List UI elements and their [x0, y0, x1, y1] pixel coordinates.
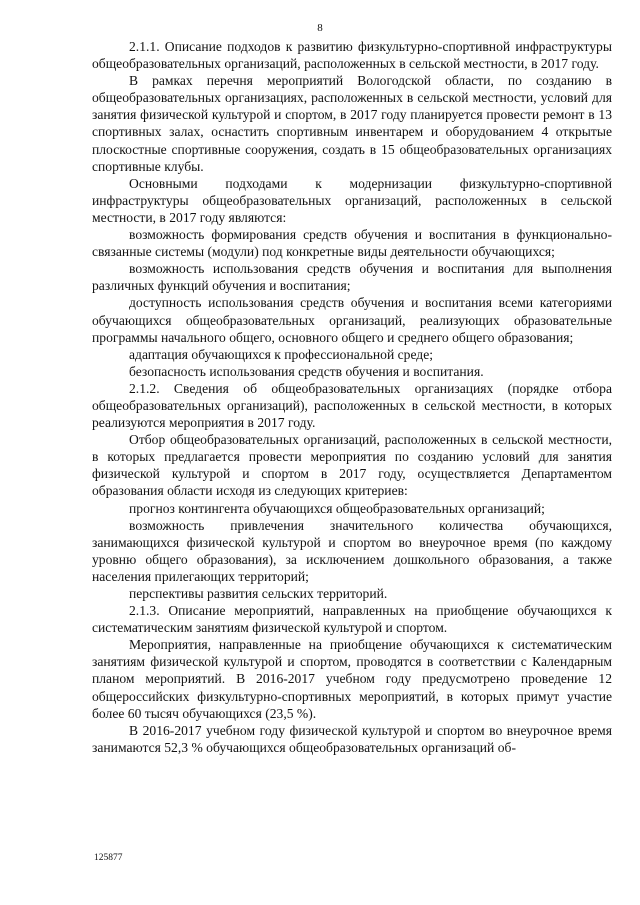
list-item: возможность привлечения значительного количества обучающихся, занимающихся физической культурой и спортом во внеурочное время (по каждому уровню общего образования), за исключением дошкольного образования, а также населения прилегающих территорий; [92, 517, 612, 584]
list-item: прогноз контингента обучающихся общеобразовательных организаций; [129, 500, 545, 516]
paragraph: Отбор общеобразовательных организаций, расположенных в сельской местности, в которых предлагается провести мероприятия по созданию условий для занятия физической культурой и спортом в 2017 году, осуществляется Департаментом образования области исходя из следующих критериев: [92, 432, 612, 499]
section-heading-2-1-1: 2.1.1. Описание подходов к развитию физкультурно-спортивной инфраструктуры общеобразовательных организаций, расположенных в сельской местности, в 2017 году. [92, 39, 612, 72]
list-item: адаптация обучающихся к профессиональной среде; [129, 346, 434, 362]
page-number: 8 [317, 22, 323, 34]
list-item: перспективы развития сельских территорий. [129, 586, 388, 601]
section-heading-2-1-2: 2.1.2. Сведения об общеобразовательных организациях (порядке отбора общеобразовательных организаций), расположенных в сельской местности, в которых реализуются мероприятия в 2017 году. [92, 380, 612, 431]
list-item: возможность формирования средств обучения и воспитания в функционально-связанные системы (модули) под конкретные виды деятельности обучающихся; [92, 227, 612, 260]
list-item: возможность использования средств обучения и воспитания для выполнения различных функций обучения и воспитания; [92, 261, 612, 294]
document-body [92, 38, 612, 756]
section-heading-2-1-3: 2.1.3. Описание мероприятий, направленных на приобщение обучающихся к систематическим занятиям физической культурой и спортом. [92, 603, 612, 636]
list-item: доступность использования средств обучения и воспитания всеми категориями обучающихся общеобразовательных организаций, реализующих образовательные программы начального общего, основного общего и среднего общего образования; [92, 295, 612, 345]
paragraph: В 2016-2017 учебном году физической культурой и спортом во внеурочное время занимаются 52,3 % обучающихся общеобразовательных организаций об- [92, 722, 612, 755]
paragraph: В рамках перечня мероприятий Вологодской области, по созданию в общеобразовательных организациях, расположенных в сельской местности, условий для занятия физической культурой и спортом, в 2017 году планируется провести ремонт в 13 спортивных залах, оснастить спортивным инвентарем и оборудованием 4 открытые плоскостные спортивные сооружения, создать в 15 общеобразовательных организациях спортивные клубы. [92, 73, 612, 174]
paragraph: Мероприятия, направленные на приобщение обучающихся к систематическим занятиям физической культурой и спортом, проводятся в соответствии с Календарным планом мероприятий. В 2016-2017 учебном году предусмотрено проведение 12 общероссийских физкультурно-спортивных мероприятий, в которых примут участие более 60 тысяч обучающихся (23,5 %). [92, 637, 612, 721]
paragraph: Основными подходами к модернизации физкультурно-спортивной инфраструктуры общеобразовательных организаций, расположенных в сельской местности, в 2017 году являются: [92, 175, 612, 225]
list-item: безопасность использования средств обучения и воспитания. [129, 363, 484, 379]
document-code: 125877 [94, 853, 123, 863]
